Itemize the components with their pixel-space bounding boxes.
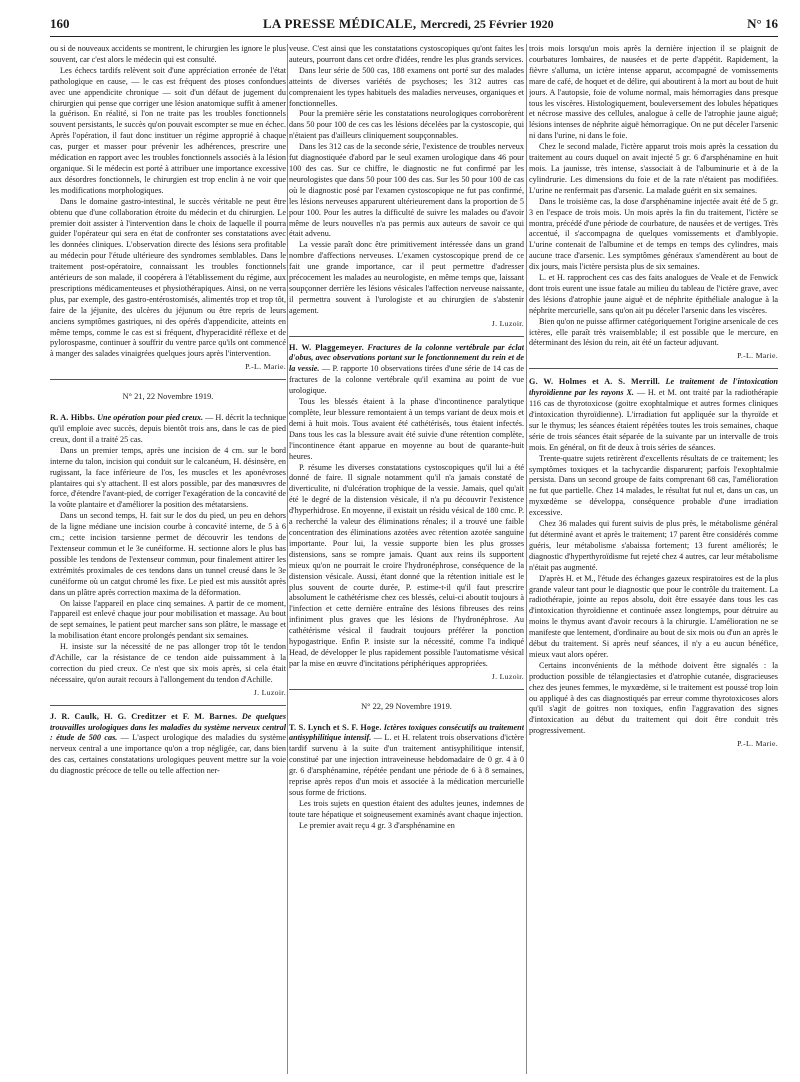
paragraph: Les trois sujets en question étaient des adultes jeunes, indemnes de toute tare hépatique et soigneusement examinés avant chaque injection. xyxy=(289,798,524,819)
journal-name: LA PRESSE MÉDICALE, xyxy=(262,16,417,31)
article-heading xyxy=(50,413,286,446)
paragraph: Dans un second temps, H. fait sur le dos du pied, un peu en dehors de la ligne médiane une incision courbe à concavité interne, de 5 à 6 cm.; cette incision tarsienne permet de découvrir les tendons de l'extenseur commun et le 3e cunéiforme. H. sectionne alors le plus bas possible les tendons de l'extenseur commun, pour finalement attirer les extrémités proximales de ces tendons dans un tunnel creusé dans le 3e cunéiforme où un catgut chromé les fixe. Le pied est mis aussitôt après dans un plâtre après correction maxima de la déformation. xyxy=(50,511,286,597)
section-separator xyxy=(289,336,524,337)
column-3 xyxy=(529,44,778,1074)
paragraph: Tous les blessés étaient à la phase d'incontinence paralytique complète, leur blessure remontaient à un temps variant de deux mois et demi à huit mois. Tous avaient été cathétérisés, tous étaient infectés. Dans tous les cas la blessure avait été suivie d'une rétention complète, l'incontinence étant apparue en moyenne au bout de quarante-huit heures. xyxy=(289,397,524,461)
paragraph: D'après H. et M., l'étude des échanges gazeux respiratoires est de la plus grande valeur tant pour le diagnostic que pour le contrôle du traitement. La radiothérapie, jointe au repos absolu, doit être essayée dans tous les cas d'intoxication thyroïdienne et continuée assez longtemps, pour détruire au moins le thymus avant d'avoir recours à la chirurgie. L'amélioration ne se manifeste que lentement, d'ordinaire au bout de six mois ou d'un an après le début du traitement. Si après neuf séances, il n'y a eu aucun bénéfice, mieux vaut alors opérer. xyxy=(529,573,778,659)
paragraph: ou si de nouveaux accidents se montrent, le chirurgien les ignore le plus souvent, car c'est alors le médecin qui est consulté. xyxy=(50,44,286,64)
paragraph: Chez 36 malades qui furent suivis de plus près, le métabolisme général fut déterminé avant et après le traitement; 17 parent être considérés comme guéris, leur métabolisme s'abaissa fortement; 13 furent améliorés; le diagnostic d'hyperthyroïdisme fut rejeté chez 4 autres, car leur métabolisme n'était pas augmenté. xyxy=(529,519,778,572)
issue-heading: N° 22, 29 Novembre 1919. xyxy=(361,701,452,711)
header-rule xyxy=(50,36,778,37)
section-separator xyxy=(50,379,286,380)
article-authors: T. S. Lynch et S. F. Hoge. xyxy=(289,722,382,732)
issue-date: Mercredi, 25 Février 1920 xyxy=(420,17,554,31)
article-authors: R. A. Hibbs. xyxy=(50,413,96,423)
author-signature: J. Luzoir. xyxy=(491,671,524,681)
paragraph: P. résume les diverses constatations cystoscopiques qu'il lui a été donné de faire. Il signale notamment qu'il n'a jamais constaté de diverticulite, ni d'ulcération trophique de la vessie. Jamais, quel qu'ait été le degré de la distension vésicale, il n'a pu découvrir l'existence d'hyperhidrose. En moyenne, il existait un résidu vésical de 180 cmc. P. a recherché la valeur des éliminations rénales; il a trouvé une faible concentration des éliminations azotées avec rétention azotée sanguine importante. Pour lui, la vessie supporte bien les plus grosses distensions, sans se rompre jamais. Quant aux reins ils supportent mieux qu'on ne pourrait le croire l'hydronéphrose, conséquence de la distension vésicale. Aussi, étant donné que la rétention initiale est le plus souvent de courte durée, P. estime-t-il qu'il faut prescrire absolument le cathétérisme chez ces blessés, celui-ci aboutit toujours à l'infection et cette dernière entraîne des lésions fibreuses des reins infiniment plus graves que les lésions de l'hydronéphrose. Au cathétérisme vésical il faudrait toujours préférer la ponction hypogastrique. Enfin P. insiste sur la nécessité, comme l'a indiqué Head, de développer le plus rapidement possible l'automatisme vésical par la mise en œuvre d'incitations périphériques appropriées. xyxy=(289,462,524,668)
article-authors: J. R. Caulk, H. G. Creditzer et F. M. Barnes. xyxy=(50,711,238,721)
author-signature: P.-L. Marie. xyxy=(737,739,778,749)
article-authors: G. W. Holmes et A. S. Merrill. xyxy=(529,377,661,387)
article-lead: — P. rapporte 10 observations tirées d'une série de 14 cas de fractures de la colonne vertébrale qu'il examina au point de vue urologique. xyxy=(289,364,524,396)
paragraph: Certains inconvénients de la méthode doivent être signalés : la production possible de télangiectasies et d'atrophie cutanée, disgracieuses chez des jeunes femmes, le myxœdème, si le traitement est poussé trop loin ou appliqué à des cas diagnostiqués par erreur comme thyrotoxicoses alors qu'il s'agit de goitres non toxiques, enfin l'aggravation des signes d'intoxication au début du traitement qui doit être conduit très progressivement. xyxy=(529,660,778,736)
paragraph: Dans les 312 cas de la seconde série, l'existence de troubles nerveux fut diagnostiquée d'abord par le seul examen urologique dans 46 pour 100 des cas. Sur ce chiffre, le diagnostic ne fut confirmé par les neurologistes que dans 50 pour 100 des cas. Sur les 50 pour 100 de cas où le diagnostic posé par l'examen cystoscopique ne fut pas confirmé, les lésions nerveuses apparurent ultérieurement dans la proportion de 5 pour 100. Pour les autres la difficulté de suivre les malades ou d'avoir même de leurs nouvelles n'a pas permis aux auteurs de savoir ce qui était advenu. xyxy=(289,142,524,239)
paragraph: On laisse l'appareil en place cinq semaines. A partir de ce moment, l'appareil est enlevé chaque jour pour mobilisation et massage. Au bout de sept semaines, le patient peut marcher sans son plâtre, le massage et la mobilisation étant encore prolongés pendant six semaines. xyxy=(50,598,286,641)
issue-number: N° 16 xyxy=(747,16,778,31)
paragraph: Dans le domaine gastro-intestinal, le succès véritable ne peut être obtenu que d'une collaboration étroite du médecin et du chirurgien. Le premier doit assister à l'intervention dans le choix de laquelle il pourra guider l'opérateur qui sera en état de confronter ses constatations avec les données cliniques. L'observation directe des lésions sera profitable au médecin pour l'étude ultérieure des syndromes semblables. Dans le traitement post-opératoire, connaissant les troubles fonctionnels antérieurs de son malade, il coopérera à l'établissement du régime, aux prescriptions médicamenteuses et physiothérapiques. Ainsi, on ne verra plus, par exemple, des gastro-entérostomisés, alimentés trop et trop tôt, faire de la jéjunite, des ulcères du jéjunum ou être repris de leurs anciens symptômes gastriques, ni des opérés d'appendicite, atteints en même temps, comme le cas est si fréquent, d'hyperacidité réflexe et de pylorospasme, continuer à souffrir du ventre parce qu'ils ont commencé à manger des salades vinaigrées quelques jours après l'intervention. xyxy=(50,196,286,359)
article-lead: — H. et M. ont traité par la radiothérapie 116 cas de thyrotoxicose (goitre exophtalmique et autres formes cliniques d'intoxication thyroïdienne). L'irradiation fut appliquée sur la thyroïde et sur le thymus; les séances étaient répétées toutes les trois semaines, chaque série de trois séances était séparée de la suivante par un intervalle de trois mois. En général, on fit de deux à trois séries de séances. xyxy=(529,388,778,452)
article-title: Une opération pour pied creux. xyxy=(97,413,204,423)
journal-title xyxy=(263,16,554,32)
article-title: Fractures de la colonne vertébrale par éclat d'obus, avec observations portant sur le fonctionnement du rein et de la vessie. xyxy=(289,342,524,374)
author-signature: P.-L. Marie. xyxy=(737,351,778,361)
author-signature: J. Luzoir. xyxy=(491,318,524,328)
paragraph: Le premier avait reçu 4 gr. 3 d'arsphénamine en xyxy=(299,820,455,830)
paragraph: Dans un premier temps, après une incision de 4 cm. sur le bord interne du talon, incision qui conduit sur le calcanéum, H. désinsère, en rugissant, la face inférieure de l'os, les muscles et les aponévroses plantaires qui s'y attachent. Il est alors possible, par des manœuvres de force, d'étendre l'avant-pied, de corriger l'exagération de la concavité de la voûte plantaire et d'améliorer la position des métatarsiens. xyxy=(50,445,286,510)
paragraph: L. et H. rapprochent ces cas des faits analogues de Veale et de Fenwick dont trois eurent une issue fatale au milieu du tableau de l'ictère grave, avec des lésions d'atrophie jaune aiguë et de néphrite épithéliale analogue à la néphrite mercurielle, sans qu'on ait pu déceler l'arsenic dans les viscères. xyxy=(529,273,778,315)
article-heading xyxy=(529,377,778,453)
column-1 xyxy=(50,44,286,1074)
column-2 xyxy=(289,44,524,1074)
column-divider xyxy=(287,44,288,1074)
article-title: De quelques trouvailles urologiques dans les maladies du système nerveux central : étude de 500 cas. xyxy=(50,711,286,743)
column-divider xyxy=(526,44,527,1074)
article-heading xyxy=(289,723,524,799)
paragraph: Bien qu'on ne puisse affirmer catégoriquement l'origine arsenicale de ces ictères, elle paraît très vraisemblable; il est possible que le mercure, en déterminant des lésion du rein, ait été un facteur adjuvant. xyxy=(529,316,778,348)
paragraph: Trente-quatre sujets retirèrent d'excellents résultats de ce traitement; les symptômes toxiques et la tachycardie disparurent; parfois l'exophtalmie persista. Dans un second groupe de faits comprenant 68 cas, l'amélioration ne fut que partielle. Chez 14 malades, le résultat fut nul et, dans un cas, un myxœdème se développa, conséquence probable d'une irradiation excessive. xyxy=(529,453,778,518)
article-authors: H. W. Plaggemeyer. xyxy=(289,342,364,352)
paragraph: H. insiste sur la nécessité de ne pas allonger trop tôt le tendon d'Achille, car la résistance de ce tendon aide puissamment à la correction du pied creux. Ce n'est que six mois après, si cela était nécessaire, qu'on aurait recours à l'allongement du tendon d'Achille. xyxy=(50,642,286,684)
paragraph: Pour la première série les constatations neurologiques corroborèrent dans 50 pour 100 de ces cas les lésions décelées par la cystoscopie, qui n'étaient pas d'ailleurs cliniquement soupçonnables. xyxy=(289,109,524,141)
page-number: 160 xyxy=(50,16,70,31)
page-header xyxy=(50,16,778,34)
paragraph: La vessie paraît donc être primitivement intéressée dans un grand nombre d'affections nerveuses. L'examen cystoscopique prend de ce fait une grande importance, car il peut permettre d'adresser précocement les malades au neurologiste, en même temps que, laissant soupçonner derrière les lésions vésicales l'affection nerveuse naissante, il permettra souvent à l'urologiste et au chirurgien de s'abstenir agement. xyxy=(289,240,524,315)
paragraph: Chez le second malade, l'ictère apparut trois mois après la cessation du traitement au cours duquel on avait injecté 5 gr. 6 d'arsphénamine en huit mois. La jaunisse, très intense, s'associait à de l'albuminurie et à de la cylindrurie. Les dimensions du foie et de la rate n'étaient pas modifiées. L'urine ne renfermait pas d'arsenic. La malade guérit en six semaines. xyxy=(529,142,778,195)
author-signature: P.-L. Marie. xyxy=(245,362,286,372)
section-separator xyxy=(529,368,778,369)
issue-heading: N° 21, 22 Novembre 1919. xyxy=(122,392,214,402)
paragraph: veuse. C'est ainsi que les constatations cystoscopiques qu'ont faites les auteurs, pourront dans cet ordre d'idées, rendre les plus grands services. xyxy=(289,44,524,64)
article-heading xyxy=(289,343,524,398)
article-lead: — L'aspect urologique des maladies du système nerveux central a une importance qu'on a trop négligée, car, dans bien des cas, certaines constatations urologiques peuvent mettre sur la voie du diagnostic précoce de telle ou telle affection ner- xyxy=(50,733,286,776)
paragraph: Les échecs tardifs relèvent soit d'une appréciation erronée de l'état pathologique en cause, — le cas est fréquent des ptoses confondues avec une appendicite chronique — soit d'un défaut de jugement du chirurgien qui pense que corriger une lésion anatomique suffit à amener la guérison. En réalité, si l'on ne traite pas les troubles fonctionnels souvent persistants, le succès qu'on pouvait escompter se mue en échec. Après l'opération, il faut donc instituer un régime approprié à chaque cas, purger et masser pour prévenir les adhérences, prescrire une médication en rapport avec les troubles fonctionnels associés à la lésion organique. Si le médecin est porté à attribuer une importance excessive aux désordres fonctionnels, le chirurgien est trop enclin à ne voir que les modifications morphologiques. xyxy=(50,65,286,195)
paragraph: Dans leur série de 500 cas, 188 examens ont porté sur des malades atteints de diverses variétés de psychoses; les 312 autres cas comprenaient les types habituels des maladies nerveuses, organiques et fonctionnelles. xyxy=(289,65,524,108)
section-separator xyxy=(289,689,524,690)
paragraph: Dans le troisième cas, la dose d'arsphénamine injectée avait été de 5 gr. 3 en l'espace de trois mois. Un mois après la fin du traitement, l'ictère se montra, précédé d'une période de courbature, de nausées et de vertiges. Très accentué, il s'accompagna de quelques vomissements et d'amblyopie. L'urine contenait de l'albumine et de temps en temps des cylindres, mais aucune trace d'arsenic. Les symptômes généraux s'amendèrent au bout de dix jours, mais l'ictère persista plus de six semaines. xyxy=(529,196,778,272)
article-title: Le traitement de l'intoxication thyroïdienne par les rayons X. xyxy=(529,377,778,398)
section-separator xyxy=(50,705,286,706)
article-lead: — L. et H. relatent trois observations d'ictère tardif survenu à la suite d'un traitement antisyphilitique intensif, constitué par une injection intraveineuse hebdomadaire de 0 gr. 4 à 0 gr. 6 d'arsphénamine, répétée pendant une période de 6 à 8 semaines, reprise après repos d'un mois et associée à la médication mercurielle sous forme de frictions. xyxy=(289,733,524,797)
article-title: Ictères toxiques consécutifs au traitement antisyphilitique intensif. xyxy=(289,722,524,743)
paragraph: trois mois lorsqu'un mois après la dernière injection il se plaignit de courbatures lombaires, de nausées et de perte d'appétit. Rapidement, la fièvre s'alluma, un ictère intense apparut, accompagné de vomissements mare de café, de hoquet et de délire, qui aboutirent à la mort au bout de huit jours. A l'autopsie, foie de volume normal, mais hémorragies dans presque tous les viscères. Histologiquement, bouleversement des lobules hépatiques et nécrose massive des cellules, analogue à celle de l'atrophie jaune aiguë; lésions intenses de néphrite aiguë hémorragique. On ne put déceler l'arsenic ni dans l'urine, ni dans le foie. xyxy=(529,44,778,141)
article-lead: — H. décrit la technique qu'il emploie avec succès, depuis bientôt trois ans, dans le cas de pied creux, dont il a traité 25 cas. xyxy=(50,413,286,444)
author-signature: J. Luzoir. xyxy=(253,687,286,697)
article-heading xyxy=(50,712,286,777)
